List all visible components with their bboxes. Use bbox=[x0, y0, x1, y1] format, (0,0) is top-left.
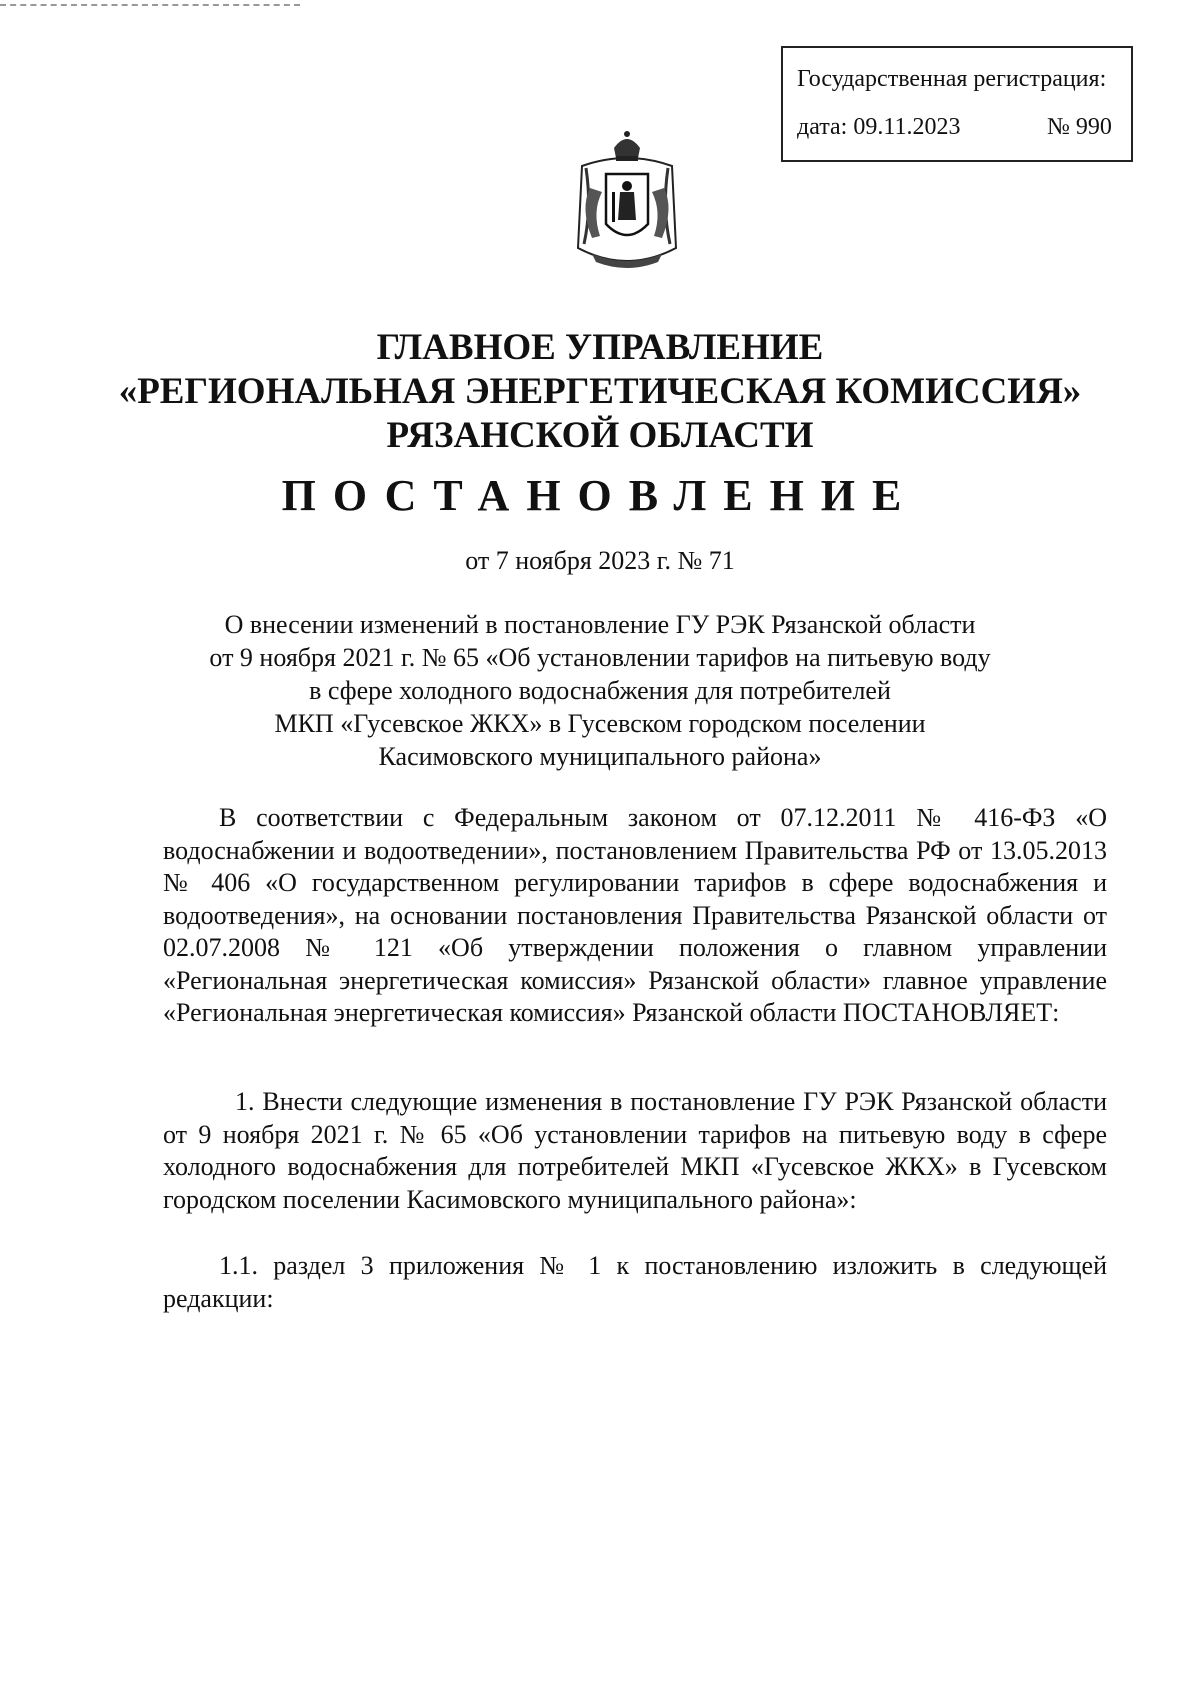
registration-date: дата: 09.11.2023 bbox=[797, 114, 961, 140]
item-1-paragraph: 1. Внести следующие изменения в постановление ГУ РЭК Рязанской области от 9 ноября 2021 г. № 65 «Об установлении тарифов на питьевую воду в сфере холодного водоснабжения для потребителей МКП «Гусевское ЖКХ» в Гусевском городском поселении Касимовского муниципального района»: bbox=[163, 1087, 1107, 1214]
document-date-number: от 7 ноября 2023 г. № 71 bbox=[465, 546, 735, 575]
subject-line: МКП «Гусевское ЖКХ» в Гусевском городском поселении bbox=[274, 709, 926, 738]
item-1-1-paragraph: 1.1. раздел 3 приложения № 1 к постановлению изложить в следующей редакции: bbox=[163, 1251, 1107, 1313]
ryazan-coat-of-arms-icon bbox=[562, 128, 692, 278]
subject-line: Касимовского муниципального района» bbox=[378, 742, 822, 771]
document-type-title: ПОСТАНОВЛЕНИЕ bbox=[281, 471, 919, 520]
scan-artifact-line bbox=[0, 4, 300, 6]
subject-line: О внесении изменений в постановление ГУ РЭК Рязанской области bbox=[224, 610, 976, 639]
registration-row bbox=[797, 114, 1117, 141]
registration-stamp bbox=[781, 46, 1133, 162]
document-subject bbox=[150, 608, 1050, 773]
registration-title: Государственная регистрация: bbox=[797, 66, 1107, 92]
org-name-line-3: РЯЗАНСКОЙ ОБЛАСТИ bbox=[386, 415, 814, 456]
subject-line: в сфере холодного водоснабжения для потребителей bbox=[309, 676, 891, 705]
subject-line: от 9 ноября 2021 г. № 65 «Об установлении тарифов на питьевую воду bbox=[209, 643, 991, 672]
preamble-paragraph: В соответствии с Федеральным законом от 07.12.2011 № 416-ФЗ «О водоснабжении и водоотведении», постановлением Правительства РФ от 13.05.2013 № 406 «О государственном регулировании тарифов в сфере водоснабжения и водоотведения», на основании постановления Правительства Рязанской области от 02.07.2008 № 121 «Об утверждении положения о главном управлении «Региональная энергетическая комиссия» Рязанской области» главное управление «Региональная энергетическая комиссия» Рязанской области ПОСТАНОВЛЯЕТ: bbox=[163, 803, 1107, 1027]
org-name-line-1: ГЛАВНОЕ УПРАВЛЕНИЕ bbox=[376, 327, 824, 368]
registration-number: № 990 bbox=[1047, 114, 1112, 140]
org-name-line-2: «РЕГИОНАЛЬНАЯ ЭНЕРГЕТИЧЕСКАЯ КОМИССИЯ» bbox=[118, 371, 1082, 412]
